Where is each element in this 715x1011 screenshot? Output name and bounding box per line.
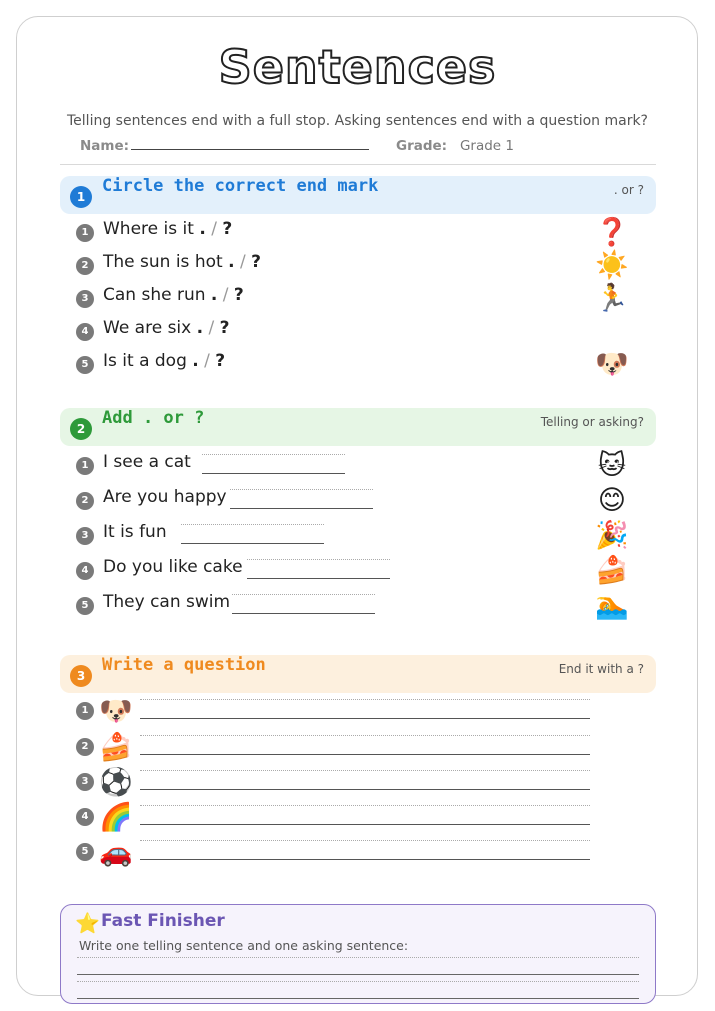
sentence-text (103, 351, 225, 371)
sentence-text (103, 318, 230, 338)
sentence-text (103, 285, 244, 305)
question-mark-icon: ❓ (595, 217, 629, 248)
cat-icon: 🐱 (597, 450, 627, 481)
full-stop-option[interactable]: . (192, 351, 199, 371)
item-number: 3 (76, 773, 94, 791)
item-number: 4 (76, 323, 94, 341)
name-label: Name: (80, 138, 130, 154)
section-2-header (60, 408, 656, 446)
rainbow-icon: 🌈 (99, 802, 133, 833)
item-number: 1 (76, 224, 94, 242)
section-1-number: 1 (70, 186, 92, 208)
writing-line[interactable] (140, 840, 590, 860)
question-mark-option[interactable]: ? (219, 318, 230, 338)
section-2-heading: Add . or ? (102, 408, 205, 428)
section-1-heading: Circle the correct end mark (102, 176, 379, 196)
sentence-text: They can swim (103, 592, 231, 612)
sentence: We are six (103, 318, 192, 338)
item-number: 4 (76, 808, 94, 826)
option-separator: / (222, 285, 229, 305)
instructions: Telling sentences end with a full stop. Asking sentences end with a question mark? (67, 113, 648, 129)
smiley-icon: 😊 (597, 485, 627, 516)
grade-value: Grade 1 (459, 138, 514, 154)
name-field[interactable] (131, 138, 369, 150)
sentence: Can she run (103, 285, 206, 305)
item-number: 3 (76, 527, 94, 545)
fast-finisher-prompt: Write one telling sentence and one asking sentence: (79, 938, 409, 953)
party-popper-icon: 🎉 (595, 520, 629, 551)
item-number: 2 (76, 257, 94, 275)
writing-line[interactable] (77, 981, 639, 999)
star-icon: ⭐ (75, 911, 100, 935)
writing-line[interactable] (140, 735, 590, 755)
section-1-hint: . or ? (613, 183, 644, 197)
cake-icon: 🍰 (99, 732, 133, 763)
page-title: Sentences (218, 40, 497, 94)
fast-finisher-box (60, 904, 656, 1004)
section-2-hint: Telling or asking? (540, 415, 644, 429)
dog-icon: 🐶 (595, 349, 629, 380)
grade-row (396, 138, 514, 154)
divider (60, 164, 656, 165)
sentence: The sun is hot (103, 252, 223, 272)
sentence: Is it a dog (103, 351, 187, 371)
question-mark-option[interactable]: ? (251, 252, 261, 272)
name-row (80, 138, 369, 154)
sentence: Where is it (103, 219, 194, 239)
item-number: 3 (76, 290, 94, 308)
grade-label: Grade: (396, 138, 448, 154)
answer-line[interactable] (232, 594, 375, 614)
section-3-header (60, 655, 656, 693)
writing-line[interactable] (140, 805, 590, 825)
soccer-ball-icon: ⚽ (99, 767, 133, 798)
item-number: 4 (76, 562, 94, 580)
item-number: 1 (76, 702, 94, 720)
car-icon: 🚗 (99, 837, 133, 868)
item-number: 5 (76, 843, 94, 861)
section-3-hint: End it with a ? (558, 662, 644, 676)
option-separator: / (208, 318, 215, 338)
sun-icon: ☀️ (595, 250, 629, 281)
writing-line[interactable] (140, 770, 590, 790)
sentence-text: Are you happy (103, 487, 227, 507)
full-stop-option[interactable]: . (199, 219, 206, 239)
question-mark-option[interactable]: ? (233, 285, 244, 305)
runner-icon: 🏃 (595, 283, 629, 314)
writing-line[interactable] (140, 699, 590, 719)
answer-line[interactable] (247, 559, 390, 579)
fast-finisher-heading: Fast Finisher (101, 911, 225, 931)
section-2-number: 2 (70, 418, 92, 440)
answer-line[interactable] (230, 489, 373, 509)
question-mark-option[interactable]: ? (215, 351, 226, 371)
section-3-number: 3 (70, 665, 92, 687)
item-number: 2 (76, 738, 94, 756)
option-separator: / (239, 252, 246, 272)
writing-line[interactable] (77, 957, 639, 975)
cake-icon: 🍰 (595, 555, 629, 586)
answer-line[interactable] (181, 524, 324, 544)
dog-icon: 🐶 (99, 696, 133, 727)
item-number: 5 (76, 356, 94, 374)
full-stop-option[interactable]: . (196, 318, 204, 338)
item-number: 2 (76, 492, 94, 510)
sentence-text: It is fun (103, 522, 167, 542)
option-separator: / (211, 219, 217, 239)
section-3-heading: Write a question (102, 655, 266, 675)
sentence-text: I see a cat (103, 452, 191, 472)
answer-line[interactable] (202, 454, 345, 474)
sentence-text (103, 252, 261, 272)
item-number: 1 (76, 457, 94, 475)
item-number: 5 (76, 597, 94, 615)
question-mark-option[interactable]: ? (222, 219, 233, 239)
sentence-text (103, 219, 232, 239)
full-stop-option[interactable]: . (210, 285, 218, 305)
section-1-header (60, 176, 656, 214)
swimmer-icon: 🏊 (595, 590, 629, 621)
option-separator: / (204, 351, 210, 371)
sentence-text: Do you like cake (103, 557, 243, 577)
full-stop-option[interactable]: . (228, 252, 235, 272)
